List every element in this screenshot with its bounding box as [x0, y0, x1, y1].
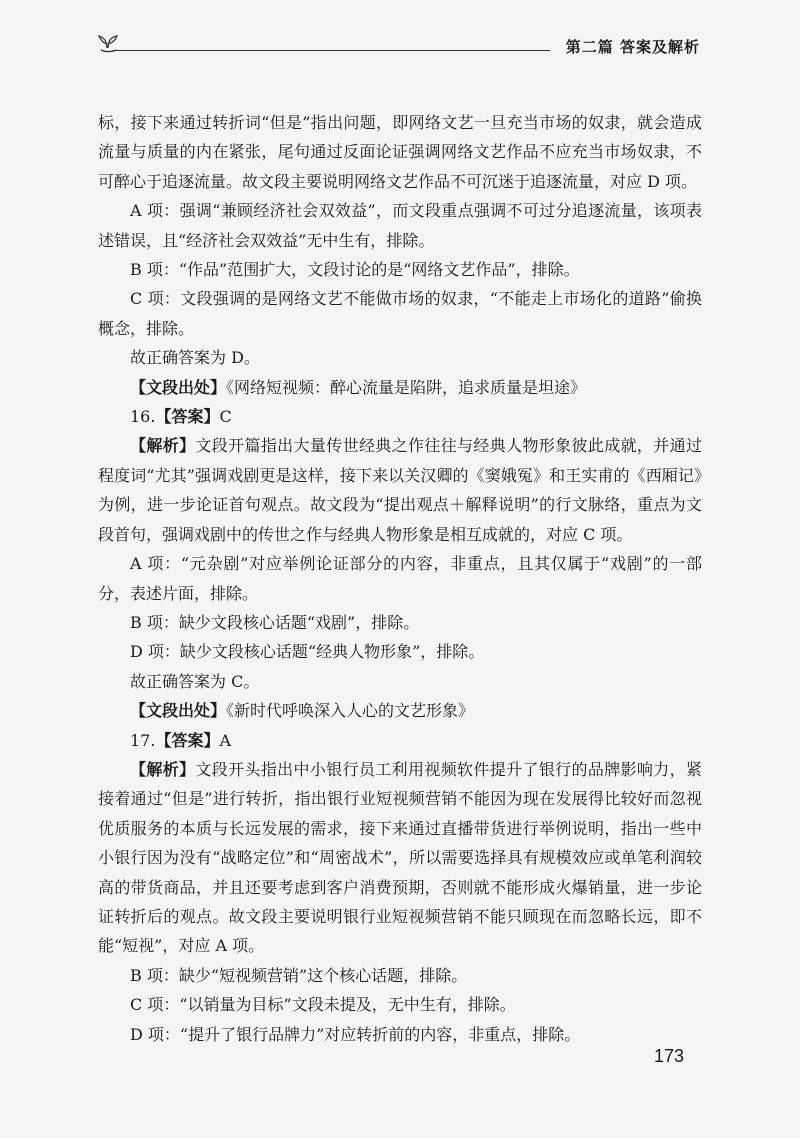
analysis-tag: 【解析】 [130, 759, 196, 779]
paragraph-text: A 项：强调“兼顾经济社会双效益”，而文段重点强调不可过分追逐流量，该项表述错误，且“经济社会双效益”无中生有，排除。 [98, 201, 702, 250]
paragraph [98, 637, 702, 666]
source-title: 《网络短视频：醉心流量是陷阱，追求质量是坦途》 [226, 377, 587, 397]
paragraph-text: 标，接下来通过转折词“但是”指出问题，即网络文艺一旦充当市场的奴隶，就会造成流量与质量的内在紧张，尾句通过反面论证强调网络文艺作品不应充当市场奴隶，不可醉心于追逐流量。故文段主要说明网络文艺作品不可沉迷于追逐流量，对应 D 项。 [98, 113, 702, 191]
source-tag: 【文段出处】 [130, 701, 227, 721]
page-header [95, 28, 700, 56]
answer-value: C [219, 407, 232, 427]
analysis-paragraph [98, 755, 702, 961]
paragraph-text: B 项：缺少文段核心话题“戏剧”，排除。 [130, 612, 420, 632]
analysis-paragraph [98, 431, 702, 549]
paragraph-text: 故正确答案为 D。 [130, 348, 260, 368]
answer-line [98, 726, 702, 755]
paragraph-text: 文段开头指出中小银行员工利用视频软件提升了银行的品牌影响力，紧接着通过“但是”进行转折，指出银行业短视频营销不能因为现在发展得比较好而忽视优质服务的本质与长远发展的需求，接下来通过直播带货进行举例说明，指出一些中小银行因为没有“战略定位”和“周密战术”，所以需要选择具有规模效应或单笔利润较高的带货商品，并且还要考虑到客户消费预期，否则就不能形成火爆销量，进一步论证转折后的观点。故文段主要说明银行业短视频营销不能只顾现在而忽略长远，即不能“短视”，对应 A 项。 [98, 759, 702, 956]
answer-tag: 【答案】 [155, 407, 220, 427]
paragraph [98, 667, 702, 696]
source-line [98, 373, 702, 402]
running-head: 第二篇 答案及解析 [565, 38, 700, 56]
paragraph [98, 608, 702, 637]
paragraph-text: D 项：“提升了银行品牌力”对应转折前的内容，非重点，排除。 [130, 1024, 581, 1044]
answer-line [98, 402, 702, 431]
question-number: 16. [130, 407, 156, 427]
paragraph-text: C 项：“以销量为目标”文段未提及，无中生有，排除。 [130, 995, 516, 1015]
analysis-tag: 【解析】 [130, 436, 196, 456]
source-tag: 【文段出处】 [130, 377, 227, 397]
paragraph [98, 284, 702, 343]
paragraph-text: B 项：“作品”范围扩大，文段讨论的是“网络文艺作品”，排除。 [130, 260, 580, 280]
source-title: 《新时代呼唤深入人心的文艺形象》 [226, 701, 475, 721]
paragraph-text: 故正确答案为 C。 [130, 671, 260, 691]
paragraph-text: B 项：缺少“短视频营销”这个核心话题，排除。 [130, 965, 468, 985]
paragraph-text: D 项：缺少文段核心话题“经典人物形象”，排除。 [130, 642, 485, 662]
paragraph [98, 1020, 702, 1049]
paragraph-text: 文段开篇指出大量传世经典之作往往与经典人物形象彼此成就，并通过程度词“尤其”强调戏剧更是这样，接下来以关汉卿的《窦娥冤》和王实甫的《西厢记》为例，进一步论证首句观点。故文段为“提出观点＋解释说明”的行文脉络，重点为文段首句，强调戏剧中的传世之作与经典人物形象是相互成就的，对应 C 项。 [98, 436, 702, 544]
paragraph [98, 255, 702, 284]
page-number: 173 [654, 1046, 685, 1066]
header-rule [117, 50, 550, 51]
paragraph [98, 961, 702, 990]
answer-content [98, 108, 702, 1049]
question-number: 17. [130, 730, 156, 750]
paragraph-text: A 项：“元杂剧”对应举例论证部分的内容，非重点，且其仅属于“戏剧”的一部分，表述片面，排除。 [98, 554, 702, 603]
paragraph [98, 108, 702, 196]
paragraph [98, 549, 702, 608]
paragraph [98, 196, 702, 255]
answer-tag: 【答案】 [155, 730, 220, 750]
paragraph [98, 343, 702, 372]
source-line [98, 696, 702, 725]
paragraph [98, 990, 702, 1019]
paragraph-text: C 项：文段强调的是网络文艺不能做市场的奴隶，“不能走上市场化的道路”偷换概念，排除。 [98, 289, 702, 338]
answer-value: A [219, 730, 232, 750]
